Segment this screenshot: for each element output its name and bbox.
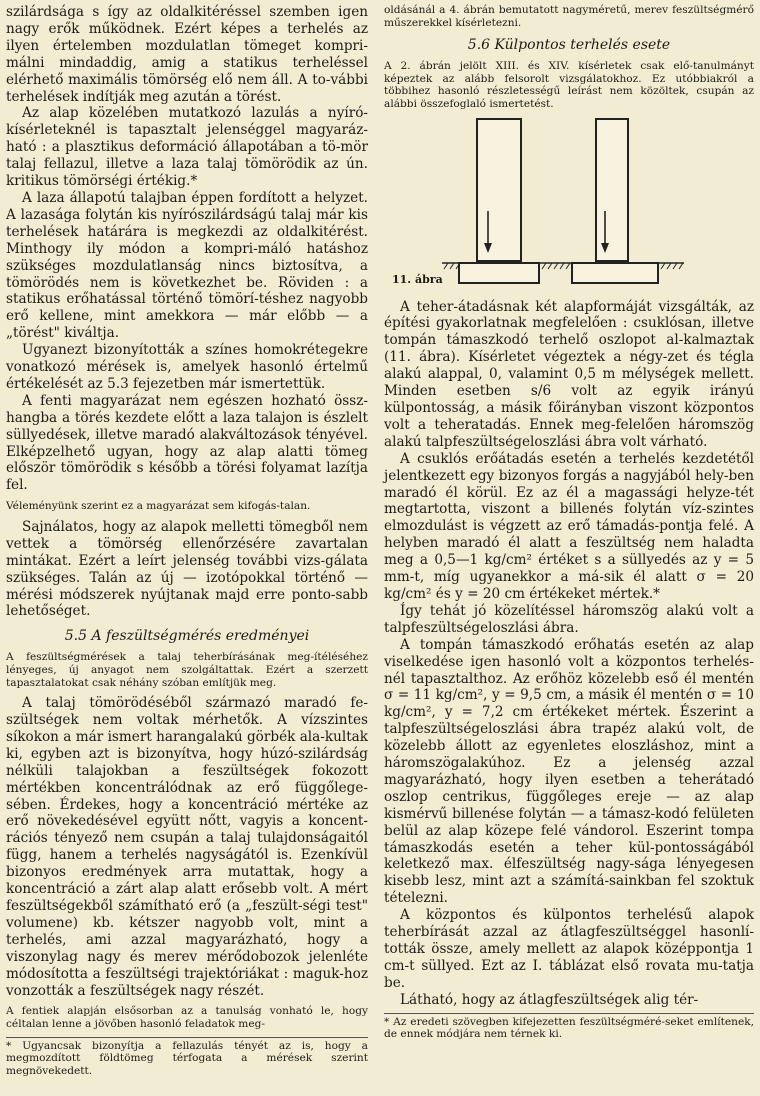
- loading-column-right: [596, 119, 628, 261]
- small-note: A feszültségmérések a talaj teherbírásának meg-ítéléséhez lényeges, új anyagot nem szolgáltattak. Ezért a szerzett tapasztalatokat csak néhány szóban említjük meg.: [6, 651, 368, 689]
- foundation-right: [572, 263, 658, 283]
- paragraph: A csuklós erőátadás esetén a terhelés kezdetétől jelentkezett egy bizonyos forgás a nagyjából hely-ben maradó él körül. Ez az él a magassági helyze-tét megtartotta, viszont a billenés folytán víz-szintes elmozdulást is végzett az erő támadás-pontja felé. A helyben maradó él alatt a feszültség nem haladta meg a 0,5—1 kg/cm² értéket s a süllyedés az y = 5 mm-t, míg ugyanekkor a má-sik él alatt σ = 20 kg/cm² és y = 20 cm értékeket mértek.*: [384, 450, 754, 602]
- right-column: [384, 4, 754, 1041]
- eccentric-loading-diagram: [384, 115, 754, 293]
- paragraph: Ugyanezt bizonyították a színes homokrétegekre vonatkozó mérések is, amelyek hasonló értelmű értékelését az 5.3 fejezetben már ismertettük.: [6, 342, 368, 392]
- section-heading: 5.6 Külpontos terhelés esete: [467, 37, 671, 54]
- small-note: A 2. ábrán jelölt XIII. és XIV. kísérletek csak elő-tanulmányt képeztek az alább felsorolt vizsgálatokhoz. Ez utóbbiakról a többihez hasonló részletességű leírást nem közöltek, csupán az alábbi összefoglaló ismertetést.: [384, 60, 754, 110]
- figure-label: 11. ábra: [392, 272, 443, 286]
- small-note: A fentiek alapján elsősorban az a tanulság vonható le, hogy céltalan lenne a jövőben hasonló feladatok meg-: [6, 1005, 368, 1030]
- paragraph: A fenti magyarázat nem egészen hozható össz-hangba a törés kezdete előtt a laza talajon is észlelt süllyedések, illetve maradó alakváltozások tényével. Elképzelhető ugyan, hogy az alap alatti tömeg először tömörödik s később a törési folyamat lazítja fel.: [6, 392, 368, 494]
- left-column: [6, 4, 368, 1077]
- paragraph: Az alap közelében mutatkozó lazulás a nyíró-kísérleteknél is tapasztalt jelenséggel magyaráz-ható : a plasztikus deformáció állapotában a tö-mör talaj fellazul, illetve a laza talaj tömörödik az ún. kritikus tömörségi értékig.*: [6, 105, 368, 190]
- paragraph: Így tehát jó közelítéssel háromszög alakú volt a talpfeszültségeloszlási ábra.: [384, 602, 754, 636]
- small-note: Véleményünk szerint ez a magyarázat sem kifogás-talan.: [6, 500, 311, 513]
- paragraph: A talaj tömörödéséből származó maradó fe-szültségek nem voltak mérhetők. A vízszintes síkokon a már ismert harangalakú görbék ala-kultak ki, egyben azt is bizonyítva, hogy húzó-szilárdság nélküli talajokban a feszültségek fokozott mértékben koncentrálódnak az erő függőlege-sében. Érdekes, hogy a koncentráció mértéke az erő növekedésével együtt nőtt, vagyis a koncent-rációs tényező nem csupán a talaj tulajdonságaitól függ, hanem a terhelés nagyságától is. Ezenkívül bizonyos eredmények arra mutattak, hogy a koncentráció a zárt alap alatt erősebb volt. A mért feszültségekből számítható erő (a „feszült-ségi test" volumene) kb. kétszer nagyobb volt, mint a terhelés, ami azzal magyarázható, hogy a viszonylag nagy és merev mérődobozok jelenléte módosította a feszültségi trajektóriákat : maguk-hoz vonzották a feszültségek nagy részét.: [6, 695, 368, 999]
- foundation-left: [459, 263, 539, 283]
- paragraph: A teher-átadásnak két alapformáját vizsgálták, az építési gyakorlatnak megfelelően : csuklósan, illetve tompán támaszkodó terhelő oszlopot al-kalmaztak (11. ábra). Kísérletet végeztek a négy-zet és tégla alakú alappal, 0, valamint 0,5 m mélységek mellett. Minden esetben s/6 volt az egyik irányú külpontosság, a másik főirányban viszont központos volt a teheratadás. Ennek meg-felelően háromszög alakú talpfeszültségeloszlási ábra volt várható.: [384, 298, 754, 450]
- section-heading: 5.5 A feszültségmérés eredményei: [64, 628, 310, 645]
- paragraph: A központos és külpontos terhelésű alapok teherbírását azzal az átlagfeszültséggel hasonlí-tották össze, amely mellett az alapok középpontja 1 cm-t süllyed. Ezt az I. táblázat első rovata mu-tatja be.: [384, 907, 754, 991]
- paragraph: A tompán támaszkodó erőhatás esetén az alap viselkedése igen hasonló volt a központos terhelés-nél tapasztalthoz. Az erőhöz közelebb eső él mentén σ = 11 kg/cm², y = 9,5 cm, a másik él mentén σ = 10 kg/cm², y = 7,2 cm értékeket mértek. Észerint a talpfeszültségeloszlási ábra trapéz alakú volt, de közelebb állott az egyenletes eloszláshoz, mint a háromszögalakúhoz. Ez a jelenség azzal magyarázható, hogy ilyen esetben a teherátadó oszlop centrikus, függőleges ereje — az alap kismérvű billenése folytán — a támasz-kodó felületen belül az alap közepe felé vándorol. Eszerint tompa támaszkodás esetén a teher kül-pontosságából keletkező max. élfeszültség nagy-sága lényegesen kisebb lesz, mint azt a számítá-sainkban fel szoktuk tételezni.: [384, 636, 754, 907]
- loading-column-left: [477, 119, 521, 261]
- paragraph: szilárdsága s így az oldalkitéréssel szemben igen nagy erők működnek. Ezért képes a terhelés az ilyen értelemben mozdulatlan tömeget kompri-málni mindaddig, amig a statikus terheléssel elérhető maximális tömörség elő nem áll. A to-vábbi terhelések indítják meg azután a törést.: [6, 4, 368, 105]
- figure-11: [384, 115, 754, 293]
- small-note: oldásánál a 4. ábrán bemutatott nagyméretű, merev feszültségmérő műszerekkel kísérletezni.: [384, 4, 754, 29]
- footnote: * Az eredeti szövegben kifejezetten feszültségméré-seket említenek, de ennek módjára nem térnek ki.: [384, 1013, 754, 1041]
- paragraph: A laza állapotú talajban éppen fordított a helyzet. A lazasága folytán kis nyírószilárdságú talaj már kis terhelések határára is megkezdi az oldalkitérést. Minthogy ily módon a kompri-máló hatáshoz szükséges mozdulatlanság nincs biztosítva, a tömörödés nem is következhet be. Röviden : a statikus erőhatással történő tömörí-téshez nagyobb erő kellene, mint amekkora — már előbb — a „törést" kiváltja.: [6, 189, 368, 342]
- paragraph: Látható, hogy az átlagfeszültségek alig tér-: [400, 991, 699, 1008]
- footnote: * Ugyancsak bizonyítja a fellazulás tényét az is, hogy a megmozdított földtömeg térfogata a mérések szerint megnövekedett.: [6, 1037, 368, 1078]
- paragraph: Sajnálatos, hogy az alapok melletti tömegből nem vettek a tömörség ellenőrzésére zavartalan mintákat. Ezért a leírt jelenség további vizs-gálata szükséges. Talán az új — izotópokkal történő — mérési módszerek nyújtanak majd erre ponto-sabb lehetőséget.: [6, 518, 368, 620]
